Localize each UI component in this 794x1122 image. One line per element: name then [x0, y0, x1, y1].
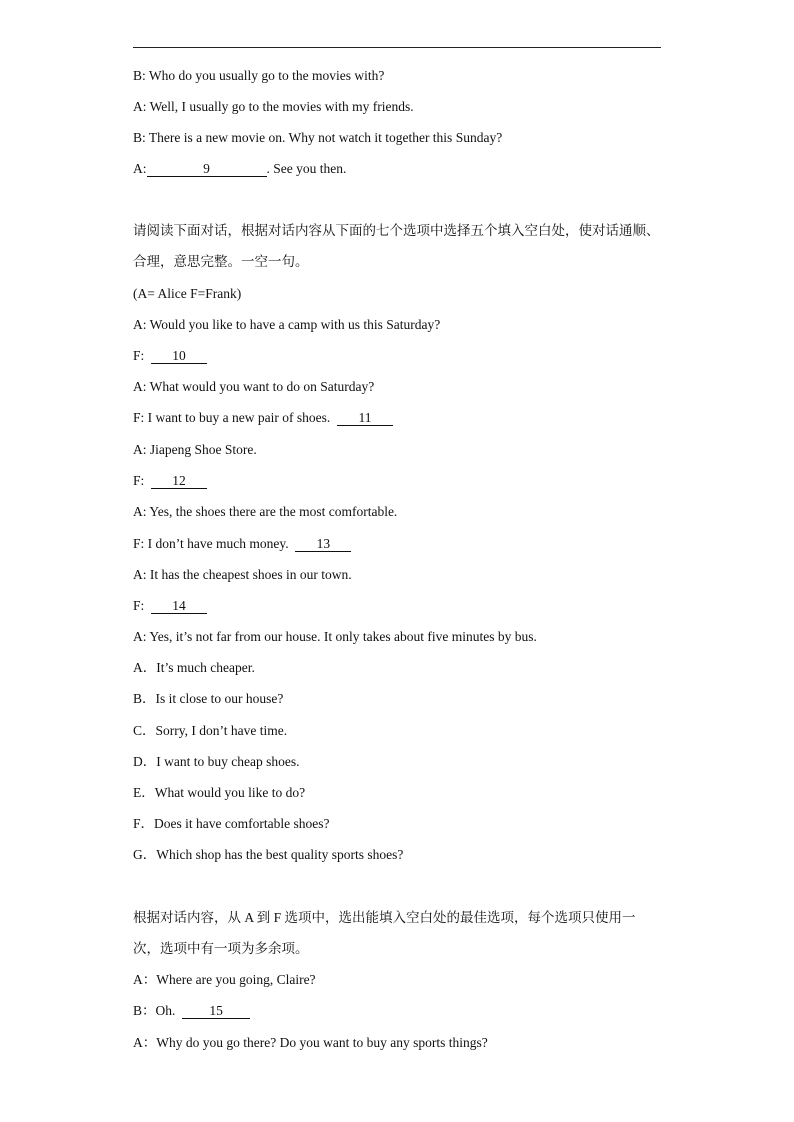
option-d: D．I want to buy cheap shoes.: [133, 754, 300, 769]
blank-line-15: [133, 1002, 250, 1020]
answer-blank-10[interactable]: 10: [151, 348, 207, 364]
dialogue-text: . See you then.: [266, 161, 347, 176]
dialogue-line: A: Jiapeng Shoe Store.: [133, 442, 257, 457]
dialogue-line: B: Who do you usually go to the movies with?: [133, 68, 385, 83]
dialogue-line: A: Well, I usually go to the movies with my friends.: [133, 99, 414, 114]
dialogue-text: F: I want to buy a new pair of shoes.: [133, 410, 331, 425]
instruction-text: 合理，意思完整。一空一句。: [133, 254, 309, 269]
answer-blank-12[interactable]: 12: [151, 473, 207, 489]
speaker-label: F:: [133, 348, 145, 363]
dialogue-line: A：Where are you going, Claire?: [133, 972, 316, 987]
blank-line-11: [133, 409, 393, 427]
blank-line-12: [133, 472, 207, 490]
answer-blank-15[interactable]: 15: [182, 1003, 250, 1019]
option-f: F．Does it have comfortable shoes?: [133, 816, 330, 831]
answer-blank-11[interactable]: 11: [337, 410, 393, 426]
speaker-label: F:: [133, 598, 145, 613]
role-legend: (A= Alice F=Frank): [133, 286, 242, 301]
answer-blank-13[interactable]: 13: [295, 536, 351, 552]
answer-blank-9[interactable]: 9: [147, 161, 267, 177]
dialogue-line: B: There is a new movie on. Why not watch it together this Sunday?: [133, 130, 503, 145]
option-c: C．Sorry, I don’t have time.: [133, 723, 288, 738]
dialogue-line: A: Yes, it’s not far from our house. It only takes about five minutes by bus.: [133, 629, 537, 644]
option-a: A．It’s much cheaper.: [133, 660, 255, 675]
dialogue-line: A: Yes, the shoes there are the most comfortable.: [133, 504, 398, 519]
instruction-text: 根据对话内容，从 A 到 F 选项中，选出能填入空白处的最佳选项，每个选项只使用一: [133, 910, 636, 925]
dialogue-line: A: It has the cheapest shoes in our town.: [133, 567, 352, 582]
header-rule: [133, 47, 661, 48]
instruction-text: 请阅读下面对话，根据对话内容从下面的七个选项中选择五个填入空白处，使对话通顺、: [133, 223, 660, 238]
answer-blank-14[interactable]: 14: [151, 598, 207, 614]
dialogue-line: A: What would you want to do on Saturday?: [133, 379, 375, 394]
dialogue-text: F: I don’t have much money.: [133, 536, 289, 551]
blank-line-14: [133, 597, 207, 615]
instruction-text: 次，选项中有一项为多余项。: [133, 941, 309, 956]
dialogue-line: A：Why do you go there? Do you want to buy any sports things?: [133, 1035, 488, 1050]
dialogue-line: A: Would you like to have a camp with us this Saturday?: [133, 317, 441, 332]
speaker-label: A:: [133, 161, 147, 176]
speaker-label: F:: [133, 473, 145, 488]
option-g: G．Which shop has the best quality sports shoes?: [133, 847, 404, 862]
option-b: B．Is it close to our house?: [133, 691, 284, 706]
blank-line-13: [133, 535, 351, 553]
option-e: E．What would you like to do?: [133, 785, 306, 800]
blank-line-9: [133, 160, 346, 178]
blank-line-10: [133, 347, 207, 365]
dialogue-text: B：Oh.: [133, 1003, 176, 1018]
